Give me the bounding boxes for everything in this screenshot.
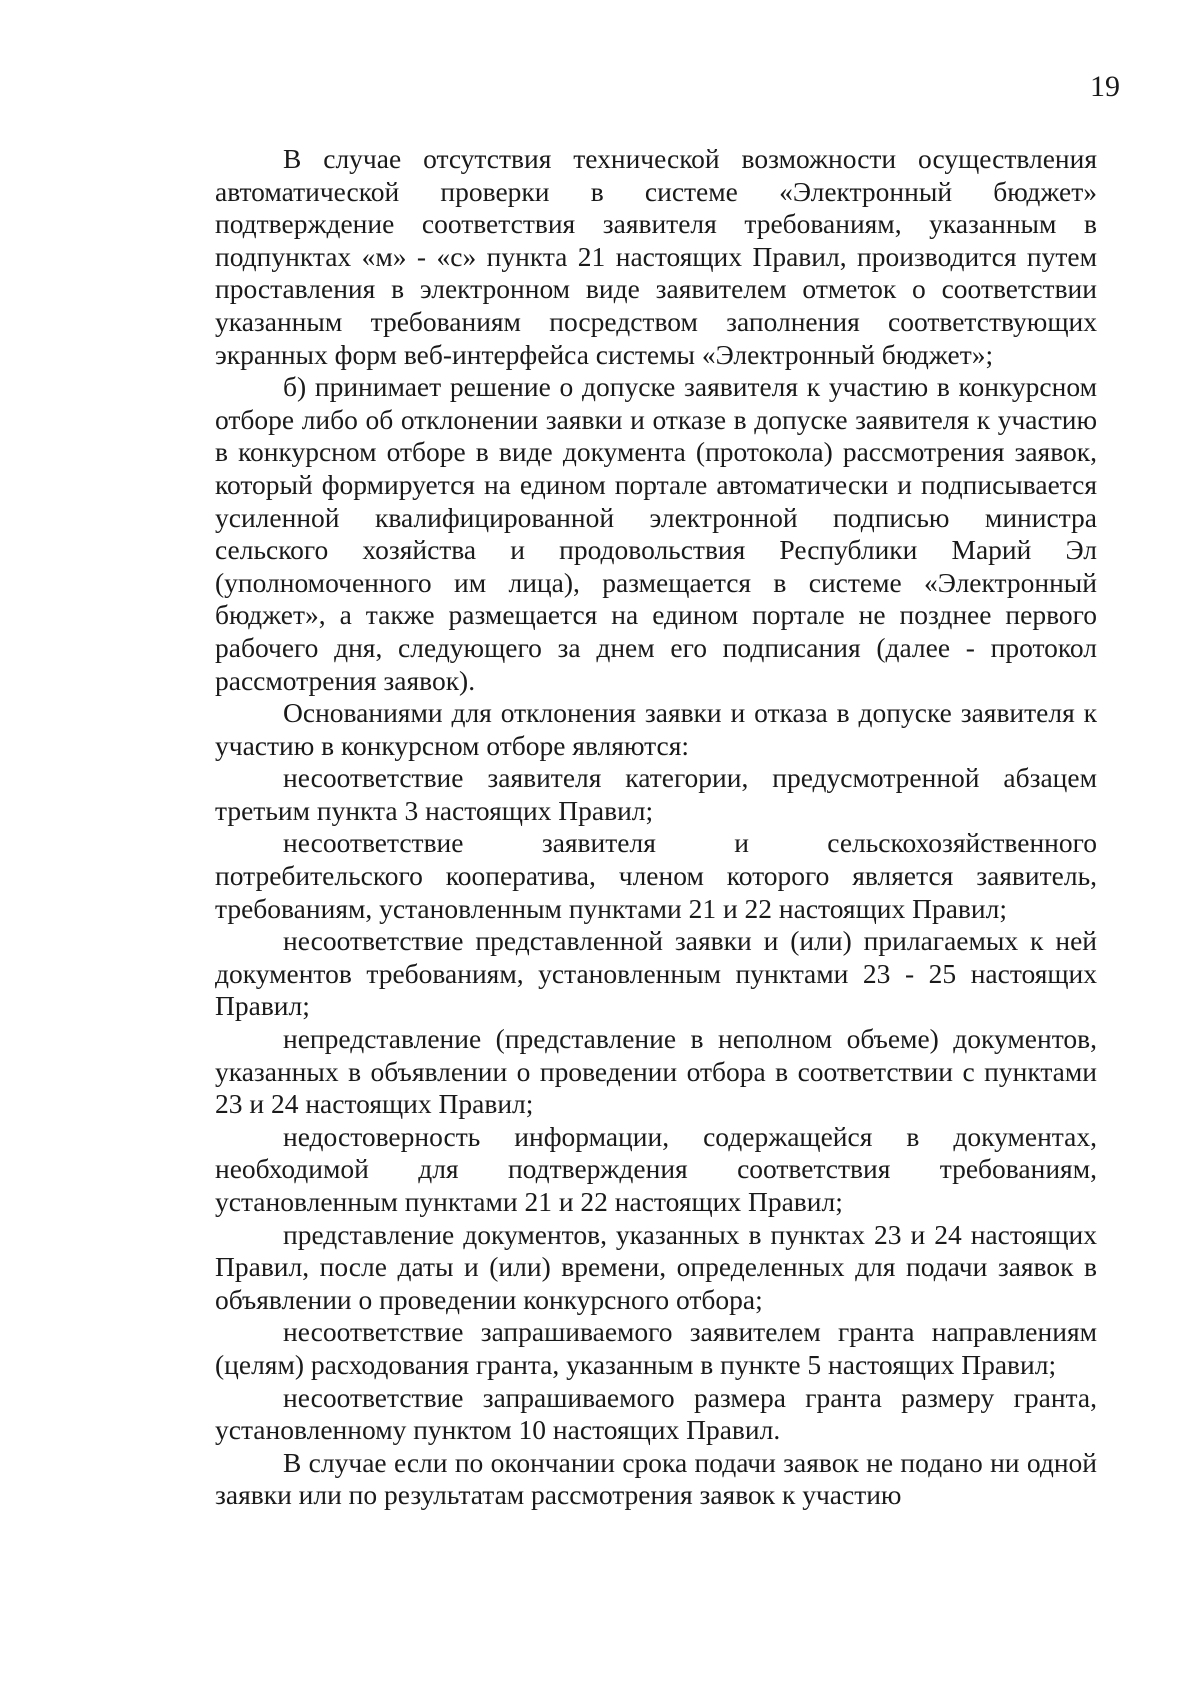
list-item: несоответствие заявителя и сельскохозяйственного потребительского кооператива, членом которого является заявитель, требованиям, установленным пунктами 21 и 22 настоящих Правил; — [215, 827, 1097, 924]
list-item: представление документов, указанных в пунктах 23 и 24 настоящих Правил, после даты и (или) времени, определенных для подачи заявок в объявлении о проведении конкурсного отбора; — [215, 1218, 1097, 1315]
document-body — [215, 143, 1097, 1512]
paragraph: Основаниями для отклонения заявки и отказа в допуске заявителя к участию в конкурсном отборе являются: — [215, 697, 1097, 761]
page-number: 19 — [1090, 70, 1120, 103]
list-item: недостоверность информации, содержащейся в документах, необходимой для подтверждения соответствия требованиям, установленным пунктами 21 и 22 настоящих Правил; — [215, 1120, 1097, 1217]
paragraph: В случае отсутствия технической возможности осуществления автоматической проверки в системе «Электронный бюджет» подтверждение соответствия заявителя требованиям, указанным в подпунктах «м» - «с» пункта 21 настоящих Правил, производится путем проставления в электронном виде заявителем отметок о соответствии указанным требованиям посредством заполнения соответствующих экранных форм веб-интерфейса системы «Электронный бюджет»; — [215, 143, 1097, 370]
paragraph: В случае если по окончании срока подачи заявок не подано ни одной заявки или по результатам рассмотрения заявок к участию — [215, 1446, 1097, 1511]
list-item: несоответствие представленной заявки и (или) прилагаемых к ней документов требованиям, установленным пунктами 23 - 25 настоящих Правил; — [215, 925, 1097, 1022]
list-item: непредставление (представление в неполном объеме) документов, указанных в объявлении о проведении отбора в соответствии с пунктами 23 и 24 настоящих Правил; — [215, 1023, 1097, 1120]
list-item: несоответствие запрашиваемого заявителем гранта направлениям (целям) расходования гранта, указанным в пункте 5 настоящих Правил; — [215, 1316, 1097, 1380]
list-item: несоответствие заявителя категории, предусмотренной абзацем третьим пункта 3 настоящих Правил; — [215, 762, 1097, 826]
paragraph: б) принимает решение о допуске заявителя к участию в конкурсном отборе либо об отклонении заявки и отказе в допуске заявителя к участию в конкурсном отборе в виде документа (протокола) рассмотрения заявок, который формируется на едином портале автоматически и подписывается усиленной квалифицированной электронной подписью министра сельского хозяйства и продовольствия Республики Марий Эл (уполномоченного им лица), размещается в системе «Электронный бюджет», а также размещается на едином портале не позднее первого рабочего дня, следующего за днем его подписания (далее - протокол рассмотрения заявок). — [215, 371, 1097, 696]
list-item: несоответствие запрашиваемого размера гранта размеру гранта, установленному пунктом 10 настоящих Правил. — [215, 1381, 1097, 1446]
